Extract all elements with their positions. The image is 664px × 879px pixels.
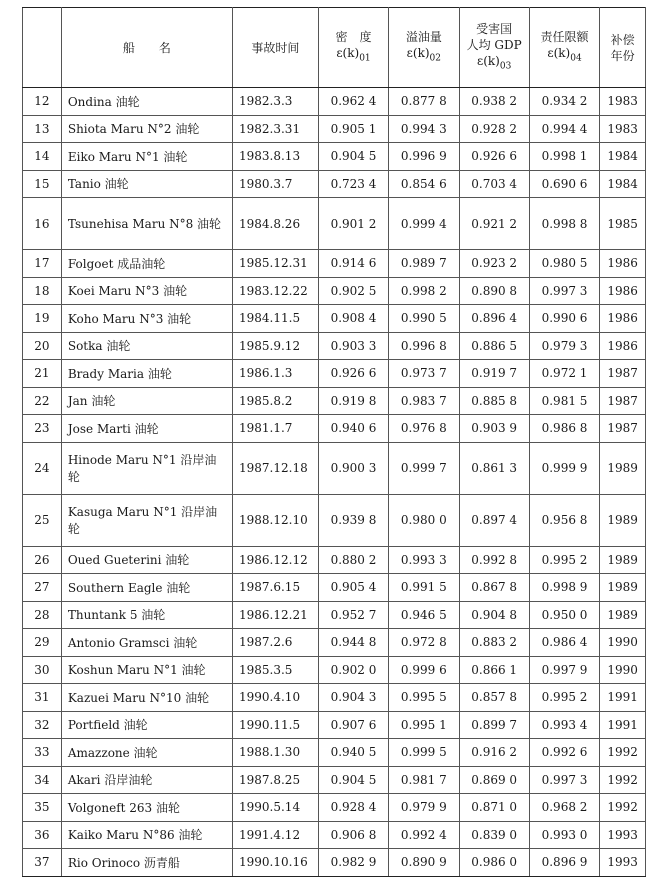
header-liability-symbol: $\varepsilon(k)_{04}$ <box>547 45 582 64</box>
cell-liability: 0.979 3 <box>529 332 599 360</box>
table-row <box>23 711 646 739</box>
cell-accident-time: 1990.4.10 <box>233 684 319 712</box>
cell-ship-name: Koei Maru N°3 油轮 <box>61 277 232 305</box>
header-liability-label: 责任限额 <box>540 29 589 44</box>
cell-accident-time: 1984.11.5 <box>233 305 319 333</box>
cell-gdp: 0.899 7 <box>459 711 529 739</box>
table-row <box>23 574 646 602</box>
table-row <box>23 305 646 333</box>
cell-density: 0.940 6 <box>318 415 388 443</box>
cell-accident-time: 1990.10.16 <box>233 849 319 877</box>
cell-liability: 0.956 8 <box>529 494 599 546</box>
cell-ship-name: Tsunehisa Maru N°8 油轮 <box>61 198 232 250</box>
cell-density: 0.902 5 <box>318 277 388 305</box>
cell-index: 35 <box>23 794 62 822</box>
cell-liability: 0.997 3 <box>529 277 599 305</box>
cell-density: 0.928 4 <box>318 794 388 822</box>
cell-density: 0.904 3 <box>318 684 388 712</box>
cell-liability: 0.980 5 <box>529 250 599 278</box>
cell-spill: 0.979 9 <box>389 794 459 822</box>
table-row <box>23 546 646 574</box>
header-gdp-symbol: $\varepsilon(k)_{03}$ <box>477 53 512 72</box>
cell-gdp: 0.886 5 <box>459 332 529 360</box>
cell-ship-name: Brady Maria 油轮 <box>61 360 232 388</box>
cell-spill: 0.990 5 <box>389 305 459 333</box>
cell-liability: 0.993 4 <box>529 711 599 739</box>
cell-gdp: 0.926 6 <box>459 143 529 171</box>
cell-spill: 0.993 3 <box>389 546 459 574</box>
cell-comp-year: 1989 <box>600 494 646 546</box>
cell-accident-time: 1987.8.25 <box>233 766 319 794</box>
cell-spill: 0.983 7 <box>389 387 459 415</box>
cell-density: 0.908 4 <box>318 305 388 333</box>
cell-comp-year: 1991 <box>600 711 646 739</box>
cell-index: 14 <box>23 143 62 171</box>
cell-gdp: 0.923 2 <box>459 250 529 278</box>
table-row <box>23 170 646 198</box>
cell-accident-time: 1990.5.14 <box>233 794 319 822</box>
header-spill <box>389 8 459 88</box>
cell-density: 0.962 4 <box>318 88 388 116</box>
cell-spill: 0.980 0 <box>389 494 459 546</box>
cell-spill: 0.998 2 <box>389 277 459 305</box>
cell-spill: 0.890 9 <box>389 849 459 877</box>
cell-accident-time: 1991.4.12 <box>233 821 319 849</box>
cell-density: 0.903 3 <box>318 332 388 360</box>
cell-density: 0.914 6 <box>318 250 388 278</box>
cell-index: 30 <box>23 656 62 684</box>
cell-gdp: 0.896 4 <box>459 305 529 333</box>
table-row <box>23 143 646 171</box>
header-spill-label: 溢油量 <box>405 29 442 44</box>
cell-gdp: 0.890 8 <box>459 277 529 305</box>
header-gdp <box>459 8 529 88</box>
cell-ship-name: Portfield 油轮 <box>61 711 232 739</box>
cell-gdp: 0.916 2 <box>459 739 529 767</box>
cell-index: 36 <box>23 821 62 849</box>
header-ship-name: 船 名 <box>61 8 232 88</box>
table-row <box>23 494 646 546</box>
cell-index: 17 <box>23 250 62 278</box>
cell-gdp: 0.861 3 <box>459 442 529 494</box>
cell-index: 16 <box>23 198 62 250</box>
cell-accident-time: 1988.1.30 <box>233 739 319 767</box>
table-row <box>23 115 646 143</box>
table-row <box>23 794 646 822</box>
cell-accident-time: 1988.12.10 <box>233 494 319 546</box>
table-row <box>23 360 646 388</box>
cell-comp-year: 1984 <box>600 170 646 198</box>
cell-liability: 0.896 9 <box>529 849 599 877</box>
cell-index: 37 <box>23 849 62 877</box>
cell-ship-name: Rio Orinoco 沥青船 <box>61 849 232 877</box>
cell-density: 0.880 2 <box>318 546 388 574</box>
cell-liability: 0.950 0 <box>529 601 599 629</box>
cell-density: 0.919 8 <box>318 387 388 415</box>
cell-ship-name: Southern Eagle 油轮 <box>61 574 232 602</box>
cell-ship-name: Hinode Maru N°1 沿岸油轮 <box>61 442 232 494</box>
cell-gdp: 0.703 4 <box>459 170 529 198</box>
cell-density: 0.723 4 <box>318 170 388 198</box>
cell-ship-name: Koho Maru N°3 油轮 <box>61 305 232 333</box>
cell-index: 31 <box>23 684 62 712</box>
cell-comp-year: 1989 <box>600 574 646 602</box>
cell-gdp: 0.992 8 <box>459 546 529 574</box>
cell-index: 28 <box>23 601 62 629</box>
cell-spill: 0.973 7 <box>389 360 459 388</box>
cell-gdp: 0.921 2 <box>459 198 529 250</box>
cell-liability: 0.690 6 <box>529 170 599 198</box>
cell-ship-name: Koshun Maru N°1 油轮 <box>61 656 232 684</box>
oil-spill-table <box>22 7 646 877</box>
cell-ship-name: Thuntank 5 油轮 <box>61 601 232 629</box>
cell-accident-time: 1983.12.22 <box>233 277 319 305</box>
cell-index: 12 <box>23 88 62 116</box>
cell-accident-time: 1984.8.26 <box>233 198 319 250</box>
cell-accident-time: 1987.6.15 <box>233 574 319 602</box>
cell-accident-time: 1982.3.3 <box>233 88 319 116</box>
cell-ship-name: Folgoet 成品油轮 <box>61 250 232 278</box>
header-liability <box>529 8 599 88</box>
cell-liability: 0.995 2 <box>529 684 599 712</box>
table-row <box>23 849 646 877</box>
cell-comp-year: 1990 <box>600 656 646 684</box>
cell-ship-name: Ondina 油轮 <box>61 88 232 116</box>
cell-accident-time: 1985.3.5 <box>233 656 319 684</box>
cell-comp-year: 1987 <box>600 360 646 388</box>
cell-index: 18 <box>23 277 62 305</box>
cell-density: 0.952 7 <box>318 601 388 629</box>
cell-liability: 0.997 3 <box>529 766 599 794</box>
cell-liability: 0.986 8 <box>529 415 599 443</box>
header-density-label: 密 度 <box>335 29 372 44</box>
cell-ship-name: Kaiko Maru N°86 油轮 <box>61 821 232 849</box>
cell-gdp: 0.883 2 <box>459 629 529 657</box>
table-row <box>23 250 646 278</box>
table-row <box>23 684 646 712</box>
cell-index: 25 <box>23 494 62 546</box>
cell-density: 0.939 8 <box>318 494 388 546</box>
cell-comp-year: 1986 <box>600 250 646 278</box>
table-row <box>23 332 646 360</box>
cell-ship-name: Shiota Maru N°2 油轮 <box>61 115 232 143</box>
header-comp-year <box>600 8 646 88</box>
cell-ship-name: Volgoneft 263 油轮 <box>61 794 232 822</box>
table-header <box>23 8 646 88</box>
cell-liability: 0.998 1 <box>529 143 599 171</box>
cell-density: 0.901 2 <box>318 198 388 250</box>
cell-gdp: 0.866 1 <box>459 656 529 684</box>
cell-comp-year: 1983 <box>600 115 646 143</box>
cell-accident-time: 1985.12.31 <box>233 250 319 278</box>
cell-spill: 0.996 9 <box>389 143 459 171</box>
header-gdp-label-1: 受害国 <box>476 21 513 36</box>
cell-gdp: 0.938 2 <box>459 88 529 116</box>
table-row <box>23 601 646 629</box>
cell-ship-name: Akari 沿岸油轮 <box>61 766 232 794</box>
cell-ship-name: Jose Marti 油轮 <box>61 415 232 443</box>
cell-accident-time: 1982.3.31 <box>233 115 319 143</box>
cell-comp-year: 1989 <box>600 601 646 629</box>
header-density-symbol: $\varepsilon(k)_{01}$ <box>336 45 371 64</box>
cell-liability: 0.934 2 <box>529 88 599 116</box>
cell-spill: 0.972 8 <box>389 629 459 657</box>
cell-liability: 0.972 1 <box>529 360 599 388</box>
cell-comp-year: 1992 <box>600 794 646 822</box>
header-index <box>23 8 62 88</box>
cell-spill: 0.981 7 <box>389 766 459 794</box>
cell-gdp: 0.928 2 <box>459 115 529 143</box>
header-spill-symbol: $\varepsilon(k)_{02}$ <box>406 45 441 64</box>
cell-liability: 0.992 6 <box>529 739 599 767</box>
cell-comp-year: 1992 <box>600 739 646 767</box>
cell-index: 19 <box>23 305 62 333</box>
cell-comp-year: 1992 <box>600 766 646 794</box>
cell-density: 0.904 5 <box>318 766 388 794</box>
cell-gdp: 0.986 0 <box>459 849 529 877</box>
cell-index: 20 <box>23 332 62 360</box>
cell-ship-name: Amazzone 油轮 <box>61 739 232 767</box>
cell-accident-time: 1987.12.18 <box>233 442 319 494</box>
cell-comp-year: 1986 <box>600 305 646 333</box>
table-row <box>23 821 646 849</box>
cell-index: 33 <box>23 739 62 767</box>
table-row <box>23 629 646 657</box>
header-density <box>318 8 388 88</box>
header-gdp-label-2: 人均 GDP <box>466 37 522 52</box>
cell-spill: 0.999 6 <box>389 656 459 684</box>
cell-liability: 0.999 9 <box>529 442 599 494</box>
cell-density: 0.906 8 <box>318 821 388 849</box>
table-row <box>23 387 646 415</box>
header-row <box>23 8 646 88</box>
cell-density: 0.902 0 <box>318 656 388 684</box>
cell-ship-name: Jan 油轮 <box>61 387 232 415</box>
cell-accident-time: 1986.12.21 <box>233 601 319 629</box>
cell-index: 22 <box>23 387 62 415</box>
cell-gdp: 0.919 7 <box>459 360 529 388</box>
cell-ship-name: Eiko Maru N°1 油轮 <box>61 143 232 171</box>
cell-spill: 0.877 8 <box>389 88 459 116</box>
cell-liability: 0.968 2 <box>529 794 599 822</box>
cell-spill: 0.995 5 <box>389 684 459 712</box>
cell-density: 0.926 6 <box>318 360 388 388</box>
header-comp-year-2: 年份 <box>610 48 635 63</box>
cell-liability: 0.994 4 <box>529 115 599 143</box>
cell-liability: 0.990 6 <box>529 305 599 333</box>
cell-gdp: 0.857 8 <box>459 684 529 712</box>
cell-spill: 0.996 8 <box>389 332 459 360</box>
cell-spill: 0.999 5 <box>389 739 459 767</box>
table-row <box>23 88 646 116</box>
cell-accident-time: 1980.3.7 <box>233 170 319 198</box>
cell-ship-name: Sotka 油轮 <box>61 332 232 360</box>
cell-spill: 0.995 1 <box>389 711 459 739</box>
table-row <box>23 442 646 494</box>
cell-index: 21 <box>23 360 62 388</box>
cell-spill: 0.989 7 <box>389 250 459 278</box>
cell-density: 0.900 3 <box>318 442 388 494</box>
cell-liability: 0.981 5 <box>529 387 599 415</box>
cell-comp-year: 1986 <box>600 277 646 305</box>
table-row <box>23 766 646 794</box>
cell-accident-time: 1986.12.12 <box>233 546 319 574</box>
cell-comp-year: 1987 <box>600 387 646 415</box>
cell-liability: 0.993 0 <box>529 821 599 849</box>
cell-spill: 0.994 3 <box>389 115 459 143</box>
cell-density: 0.944 8 <box>318 629 388 657</box>
cell-ship-name: Tanio 油轮 <box>61 170 232 198</box>
cell-gdp: 0.867 8 <box>459 574 529 602</box>
cell-comp-year: 1989 <box>600 442 646 494</box>
cell-gdp: 0.885 8 <box>459 387 529 415</box>
cell-comp-year: 1993 <box>600 849 646 877</box>
cell-accident-time: 1981.1.7 <box>233 415 319 443</box>
cell-spill: 0.992 4 <box>389 821 459 849</box>
table-row <box>23 277 646 305</box>
table-row <box>23 198 646 250</box>
cell-accident-time: 1990.11.5 <box>233 711 319 739</box>
cell-index: 26 <box>23 546 62 574</box>
cell-spill: 0.999 4 <box>389 198 459 250</box>
cell-density: 0.905 4 <box>318 574 388 602</box>
table-row <box>23 656 646 684</box>
cell-comp-year: 1993 <box>600 821 646 849</box>
cell-liability: 0.997 9 <box>529 656 599 684</box>
cell-gdp: 0.897 4 <box>459 494 529 546</box>
cell-ship-name: Kazuei Maru N°10 油轮 <box>61 684 232 712</box>
cell-spill: 0.854 6 <box>389 170 459 198</box>
cell-comp-year: 1991 <box>600 684 646 712</box>
cell-liability: 0.986 4 <box>529 629 599 657</box>
cell-density: 0.904 5 <box>318 143 388 171</box>
cell-density: 0.940 5 <box>318 739 388 767</box>
cell-comp-year: 1986 <box>600 332 646 360</box>
cell-index: 13 <box>23 115 62 143</box>
cell-accident-time: 1985.9.12 <box>233 332 319 360</box>
cell-accident-time: 1986.1.3 <box>233 360 319 388</box>
cell-index: 29 <box>23 629 62 657</box>
cell-density: 0.982 9 <box>318 849 388 877</box>
cell-comp-year: 1990 <box>600 629 646 657</box>
cell-comp-year: 1983 <box>600 88 646 116</box>
cell-gdp: 0.839 0 <box>459 821 529 849</box>
cell-liability: 0.998 8 <box>529 198 599 250</box>
cell-accident-time: 1983.8.13 <box>233 143 319 171</box>
table-row <box>23 415 646 443</box>
header-comp-year-1: 补偿 <box>610 32 635 47</box>
cell-index: 15 <box>23 170 62 198</box>
cell-gdp: 0.871 0 <box>459 794 529 822</box>
header-accident-time: 事故时间 <box>233 8 319 88</box>
table-row <box>23 739 646 767</box>
table-body <box>23 88 646 877</box>
cell-comp-year: 1984 <box>600 143 646 171</box>
cell-index: 24 <box>23 442 62 494</box>
cell-accident-time: 1985.8.2 <box>233 387 319 415</box>
cell-index: 32 <box>23 711 62 739</box>
cell-comp-year: 1985 <box>600 198 646 250</box>
cell-liability: 0.995 2 <box>529 546 599 574</box>
cell-liability: 0.998 9 <box>529 574 599 602</box>
cell-ship-name: Oued Gueterini 油轮 <box>61 546 232 574</box>
cell-spill: 0.999 7 <box>389 442 459 494</box>
cell-gdp: 0.903 9 <box>459 415 529 443</box>
cell-spill: 0.976 8 <box>389 415 459 443</box>
cell-gdp: 0.869 0 <box>459 766 529 794</box>
cell-accident-time: 1987.2.6 <box>233 629 319 657</box>
cell-spill: 0.991 5 <box>389 574 459 602</box>
cell-density: 0.907 6 <box>318 711 388 739</box>
cell-index: 27 <box>23 574 62 602</box>
cell-index: 23 <box>23 415 62 443</box>
cell-index: 34 <box>23 766 62 794</box>
cell-ship-name: Antonio Gramsci 油轮 <box>61 629 232 657</box>
cell-ship-name: Kasuga Maru N°1 沿岸油轮 <box>61 494 232 546</box>
cell-gdp: 0.904 8 <box>459 601 529 629</box>
cell-comp-year: 1987 <box>600 415 646 443</box>
cell-spill: 0.946 5 <box>389 601 459 629</box>
cell-density: 0.905 1 <box>318 115 388 143</box>
cell-comp-year: 1989 <box>600 546 646 574</box>
